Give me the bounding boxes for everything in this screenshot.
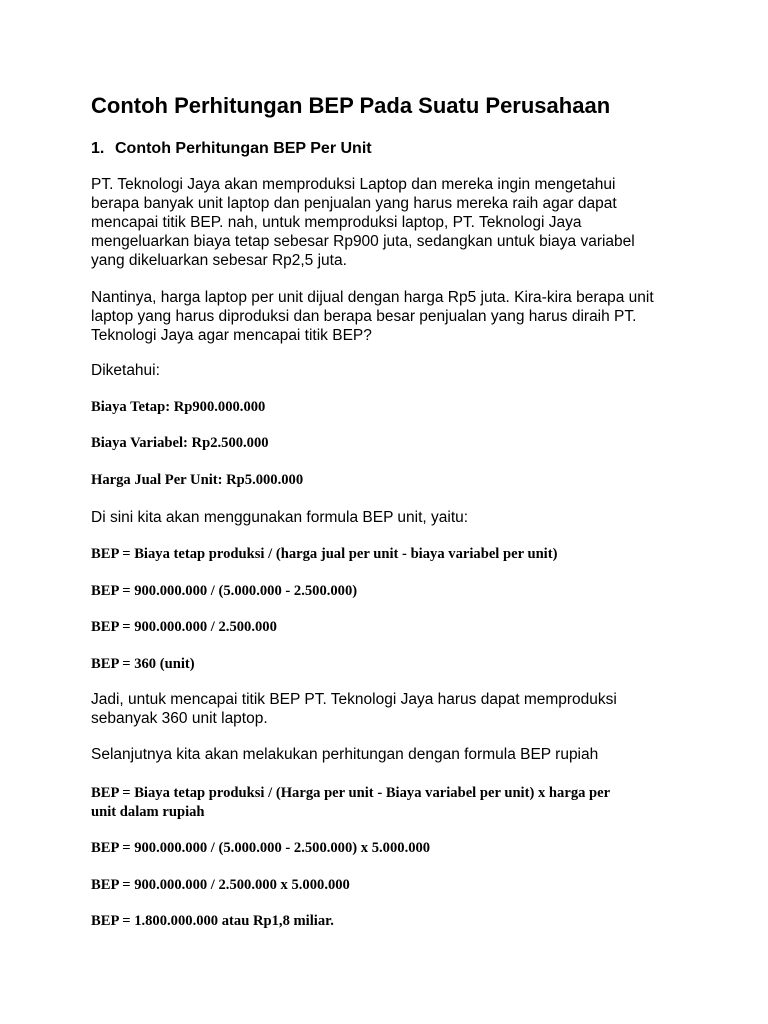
unit-formula: BEP = Biaya tetap produksi / (harga jual per unit - biaya variabel per unit) [91, 546, 558, 562]
rupiah-step-1: BEP = 900.000.000 / (5.000.000 - 2.500.000) x 5.000.000 [91, 840, 431, 856]
paragraph-1-line: yang dikeluarkan sebesar Rp2,5 juta. [91, 252, 347, 269]
intro-unit-formula: Di sini kita akan menggunakan formula BEP unit, yaitu: [91, 509, 469, 526]
unit-step-1: BEP = 900.000.000 / (5.000.000 - 2.500.000) [91, 583, 358, 599]
paragraph-1 [91, 175, 635, 270]
biaya-variabel: Biaya Variabel: Rp2.500.000 [91, 435, 269, 451]
paragraph-1-line: mengeluarkan biaya tetap sebesar Rp900 juta, sedangkan untuk biaya variabel [91, 233, 635, 250]
rupiah-formula-line: unit dalam rupiah [91, 804, 205, 820]
paragraph-2-line: laptop yang harus diproduksi dan berapa besar penjualan yang harus diraih PT. [91, 308, 637, 325]
paragraph-2 [91, 288, 654, 345]
intro-rupiah-formula: Selanjutnya kita akan melakukan perhitungan dengan formula BEP rupiah [91, 746, 599, 763]
paragraph-2-line: Nantinya, harga laptop per unit dijual dengan harga Rp5 juta. Kira-kira berapa unit [91, 289, 654, 306]
paragraph-1-line: berapa banyak unit laptop dan penjualan yang harus mereka raih agar dapat [91, 195, 617, 212]
page-title: Contoh Perhitungan BEP Pada Suatu Perusahaan [91, 93, 611, 118]
rupiah-formula-line: BEP = Biaya tetap produksi / (Harga per unit - Biaya variabel per unit) x harga per [91, 785, 611, 801]
paragraph-1-line: mencapai titik BEP. nah, untuk memproduksi laptop, PT. Teknologi Jaya [91, 214, 582, 231]
rupiah-result: BEP = 1.800.000.000 atau Rp1,8 miliar. [91, 913, 334, 929]
diketahui-label: Diketahui: [91, 362, 160, 379]
paragraph-2-line: Teknologi Jaya agar mencapai titik BEP? [91, 327, 372, 344]
section-heading [91, 139, 372, 159]
unit-conclusion [91, 690, 617, 728]
unit-conclusion-line: Jadi, untuk mencapai titik BEP PT. Teknologi Jaya harus dapat memproduksi [91, 691, 617, 708]
unit-result: BEP = 360 (unit) [91, 656, 195, 672]
rupiah-formula [91, 784, 610, 822]
rupiah-step-2: BEP = 900.000.000 / 2.500.000 x 5.000.000 [91, 877, 350, 893]
section-number: 1. [91, 140, 105, 157]
harga-jual: Harga Jual Per Unit: Rp5.000.000 [91, 472, 304, 488]
section-heading-text: Contoh Perhitungan BEP Per Unit [115, 140, 372, 157]
unit-step-2: BEP = 900.000.000 / 2.500.000 [91, 619, 277, 635]
unit-conclusion-line: sebanyak 360 unit laptop. [91, 710, 268, 727]
paragraph-1-line: PT. Teknologi Jaya akan memproduksi Laptop dan mereka ingin mengetahui [91, 176, 616, 193]
biaya-tetap: Biaya Tetap: Rp900.000.000 [91, 399, 266, 415]
